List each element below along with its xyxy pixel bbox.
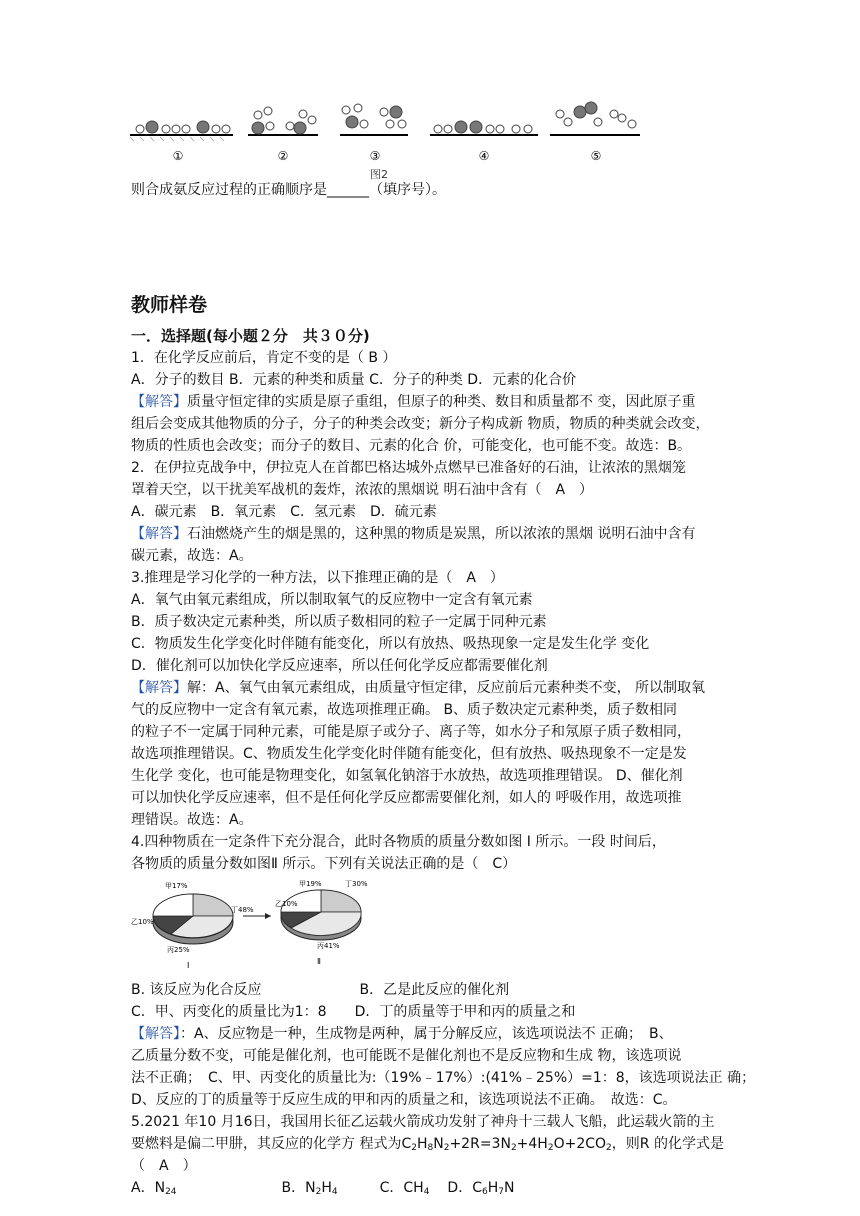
stage-2-diagram xyxy=(248,107,318,135)
page-title: 教师样卷 xyxy=(131,294,208,316)
q4-options-ab: B. 该反应为化合反应 B．乙是此反应的催化剂 xyxy=(131,982,510,998)
q3-answer-line-4: 故选项推理错误。C、物质发生化学变化时伴随有能变化，但有放热、吸热现象不一定是发 xyxy=(131,746,687,762)
q4-stem-line-2: 各物质的质量分数如图Ⅱ 所示。下列有关说法正确的是（ C） xyxy=(131,856,517,872)
q3-answer-line-5: 生化学 变化，也可能是物理变化，如氢氧化钠溶于水放热，故选项推理错误。 D、催化剂 xyxy=(131,768,683,784)
section-title: 一．选择题(每小题２分 共３０分) xyxy=(131,327,370,345)
stage-label-4: ④ xyxy=(478,149,490,163)
q5-stem-line-1: 5.2021 年10 月16日，我国用长征乙运载火箭成功发射了神舟十三载人飞船，此运载火箭的主 xyxy=(131,1114,715,1130)
q2-answer-line-1: 【解答】石油燃烧产生的烟是黑的，这种黑的物质是炭黑，所以浓浓的黑烟 说明石油中含有 xyxy=(131,526,696,542)
stage-label-5: ⑤ xyxy=(590,149,602,163)
q4-answer-line-1: 【解答】：A、反应物是一种，生成物是两种，属于分解反应，该选项说法不 正确； B、 xyxy=(131,1026,673,1042)
pie1-ding-label: 丁48% xyxy=(231,906,254,914)
q2-stem-line-1: 2．在伊拉克战争中，伊拉克人在首都巴格达城外点燃早已准备好的石油，让浓浓的黑烟笼 xyxy=(131,460,686,476)
q1-answer-line-1: 【解答】质量守恒定律的实质是原子重组，但原子的种类、数目和质量都不 变，因此原子重 xyxy=(131,394,696,410)
pie-chart-1 xyxy=(131,882,254,970)
q4-options-cd: C．甲、丙变化的质量比为1：8 D．丁的质量等于甲和丙的质量之和 xyxy=(131,1004,576,1020)
q2-options: A．碳元素 B．氧元素 C．氢元素 D．硫元素 xyxy=(131,504,437,520)
q3-option-b: B．质子数决定元素种类，所以质子数相同的粒子一定属于同种元素 xyxy=(131,614,547,630)
pie2-label: Ⅱ xyxy=(317,957,321,966)
q1-options: A．分子的数目 B．元素的种类和质量 C．分子的种类 D．元素的化合价 xyxy=(131,372,577,388)
q4-stem-line-1: 4.四种物质在一定条件下充分混合，此时各物质的质量分数如图 Ⅰ 所示。一段 时间后， xyxy=(131,834,666,850)
stage-label-2: ② xyxy=(277,149,289,163)
answer-tag: 【解答】 xyxy=(131,680,187,696)
stage-label-3: ③ xyxy=(369,149,381,163)
q3-answer-line-7: 理错误。故选：A。 xyxy=(131,812,253,828)
stage-1-diagram xyxy=(130,121,233,141)
answer-tag: 【解答】 xyxy=(131,526,187,542)
q3-option-d: D．催化剂可以加快化学反应速率，所以任何化学反应都需要催化剂 xyxy=(131,658,548,674)
stage-label-1: ① xyxy=(172,149,184,163)
q5-stem-line-2: 要燃料是偏二甲肼，其反应的化学方 程式为$C_2H_8N_2+2R=3N_2+4H_2O+2CO_2$，则R 的化学式是 xyxy=(131,1136,724,1153)
pie1-jia-label: 甲17% xyxy=(165,882,188,890)
q1-stem: 1．在化学反应前后，肯定不变的是（ B ） xyxy=(131,350,397,366)
pie2-yi-label: 乙10% xyxy=(275,900,298,908)
q3-answer-line-1: 【解答】解：A、氧气由氧元素组成，由质量守恒定律，反应前后元素种类不变， 所以制取氧 xyxy=(131,680,706,696)
answer-tag: 【解答】 xyxy=(131,1026,180,1042)
q4-answer-line-4: D、反应的丁的质量等于反应生成的甲和丙的质量之和，该选项说法不正确。 故选：C。 xyxy=(131,1092,677,1108)
q3-answer-line-6: 可以加快化学反应速率，但不是任何化学反应都需要催化剂，如人的 呼吸作用，故选项推 xyxy=(131,790,682,806)
q3-option-c: C．物质发生化学变化时伴随有能变化，所以有放热、吸热现象一定是发生化学 变化 xyxy=(131,636,650,652)
pie2-jia-label: 甲19% xyxy=(299,880,322,888)
stage-3-diagram xyxy=(340,104,408,135)
q3-answer-line-3: 的粒子不一定属于同种元素，可能是原子或分子、离子等，如水分子和氖原子质子数相同， xyxy=(131,724,691,740)
q2-stem-line-2: 罩着天空，以干扰美军战机的轰炸，浓浓的黑烟说 明石油中含有（ A ） xyxy=(131,482,594,498)
figure-caption: 图2 xyxy=(370,168,388,181)
q4-answer-line-2: 乙质量分数不变，可能是催化剂，也可能既不是催化剂也不是反应物和生成 物，该选项说 xyxy=(131,1048,682,1064)
q4-answer-line-3: 法不正确； C、甲、丙变化的质量比为:（19%﹣17%）:(41%﹣25%）=1：8，该选项说法正 确； xyxy=(131,1070,756,1086)
q4-pie-figures xyxy=(131,876,391,976)
answer-tag: 【解答】 xyxy=(131,394,187,410)
question-tail: 则合成氨反应过程的正确顺序是______（填序号）。 xyxy=(131,182,446,198)
pie2-bing-label: 丙41% xyxy=(317,942,340,950)
q3-answer-line-2: 气的反应物中一定含有氧元素，故选项推理正确。 B、质子数决定元素种类，质子数相同 xyxy=(131,702,678,718)
q1-answer-line-3: 物质的性质也会改变；而分子的数目、元素的化合 价，可能变化，也可能不变。故选：B。 xyxy=(131,438,692,454)
pie-chart-2 xyxy=(275,880,368,966)
q5-stem-line-3: （ A ） xyxy=(131,1158,197,1174)
q3-option-a: A．氧气由氧元素组成，所以制取氧气的反应物中一定含有氧元素 xyxy=(131,592,533,608)
stage-5-diagram xyxy=(550,102,640,135)
stage-4-diagram xyxy=(430,121,538,135)
q2-answer-line-2: 碳元素，故选：A。 xyxy=(131,548,253,564)
q3-stem: 3.推理是学习化学的一种方法，以下推理正确的是（ A ） xyxy=(131,570,504,586)
pie2-ding-label: 丁30% xyxy=(345,880,368,888)
arrow-head-icon xyxy=(265,913,271,919)
pie1-label: Ⅰ xyxy=(187,961,190,970)
pie1-bing-label: 丙25% xyxy=(167,946,190,954)
figure-2-ammonia-process xyxy=(128,100,648,180)
q5-options: A．$N_{24}$ B．$N_2H_4$ C．$CH_4$ D．$C_6H_7N$ xyxy=(131,1180,515,1197)
q1-answer-line-2: 组后会变成其他物质的分子，分子的种类会改变；新分子构成新 物质，物质的种类就会改变， xyxy=(131,416,710,432)
pie1-yi-label: 乙10% xyxy=(131,918,154,926)
